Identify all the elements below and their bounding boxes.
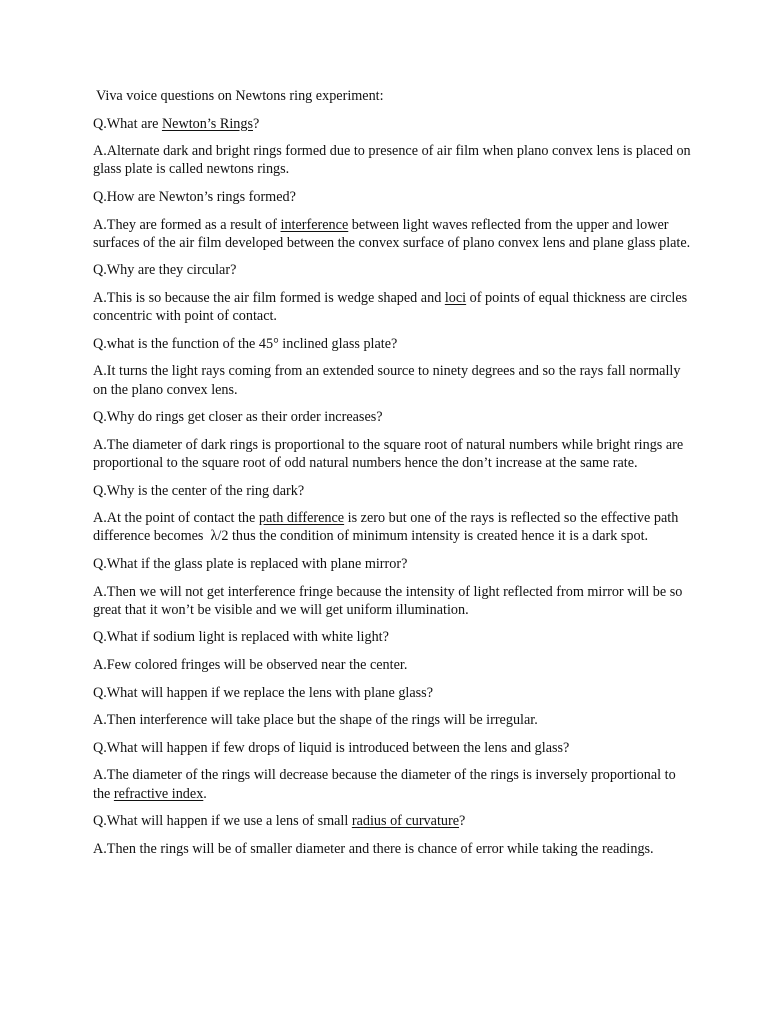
underlined-term: radius of curvature <box>351 813 460 830</box>
underlined-term: refractive index <box>113 785 204 802</box>
answer: A.Then interference will take place but the shape of the rings will be irregular. <box>93 712 538 729</box>
question: Q.Why is the center of the ring dark? <box>93 482 305 499</box>
answer: A.It turns the light rays coming from an extended source to ninety degrees and so the rays fall normally on the plano convex lens. <box>93 363 681 398</box>
answer: A.This is so because the air film formed is wedge shaped and loci of points of equal thickness are circles concentric with point of contact. <box>93 289 688 325</box>
question: Q.How are Newton’s rings formed? <box>93 188 296 205</box>
question: Q.What are Newton’s Rings? <box>93 115 260 132</box>
answer: A.Then we will not get interference fringe because the intensity of light reflected from mirror will be so great that it won’t be visible and we will get uniform illumination. <box>93 583 683 618</box>
question: Q.Why do rings get closer as their order increases? <box>93 409 383 426</box>
answer: A.The diameter of the rings will decrease because the diameter of the rings is inversely proportional to the refractive index. <box>93 767 676 802</box>
underlined-term: Newton’s Rings <box>161 115 253 132</box>
question: Q.what is the function of the 45° inclined glass plate? <box>93 335 398 352</box>
answer: A.Then the rings will be of smaller diameter and there is chance of error while taking the readings. <box>93 840 654 857</box>
question: Q.What if the glass plate is replaced with plane mirror? <box>93 555 408 572</box>
question: Q.What if sodium light is replaced with white light? <box>93 629 389 646</box>
answer: A.At the point of contact the path difference is zero but one of the rays is reflected so the effective path difference becomes λ/2 thus the condition of minimum intensity is created hence it is a dark spot. <box>93 510 679 545</box>
answer: A.The diameter of dark rings is proportional to the square root of natural numbers while bright rings are proportional to the square root of odd natural numbers hence the don’t increase at the same rate. <box>93 436 684 471</box>
qa-list <box>93 115 693 858</box>
answer: A.Alternate dark and bright rings formed due to presence of air film when plano convex lens is placed on glass plate is called newtons rings. <box>93 143 691 178</box>
document-page <box>93 87 693 867</box>
underlined-term: path difference <box>258 510 345 527</box>
question: Q.What will happen if we replace the lens with plane glass? <box>93 684 433 701</box>
question: Q.Why are they circular? <box>93 262 237 279</box>
document-title: Viva voice questions on Newtons ring experiment: <box>96 88 384 104</box>
underlined-term: interference <box>280 216 349 233</box>
answer: A.They are formed as a result of interference between light waves reflected from the upper and lower surfaces of the air film developed between the convex surface of plano convex lens and plane glass plate. <box>93 216 691 251</box>
underlined-term: loci <box>444 289 467 306</box>
question: Q.What will happen if we use a lens of small radius of curvature? <box>93 813 466 830</box>
question: Q.What will happen if few drops of liquid is introduced between the lens and glass? <box>93 739 570 756</box>
answer: A.Few colored fringes will be observed near the center. <box>93 656 408 673</box>
